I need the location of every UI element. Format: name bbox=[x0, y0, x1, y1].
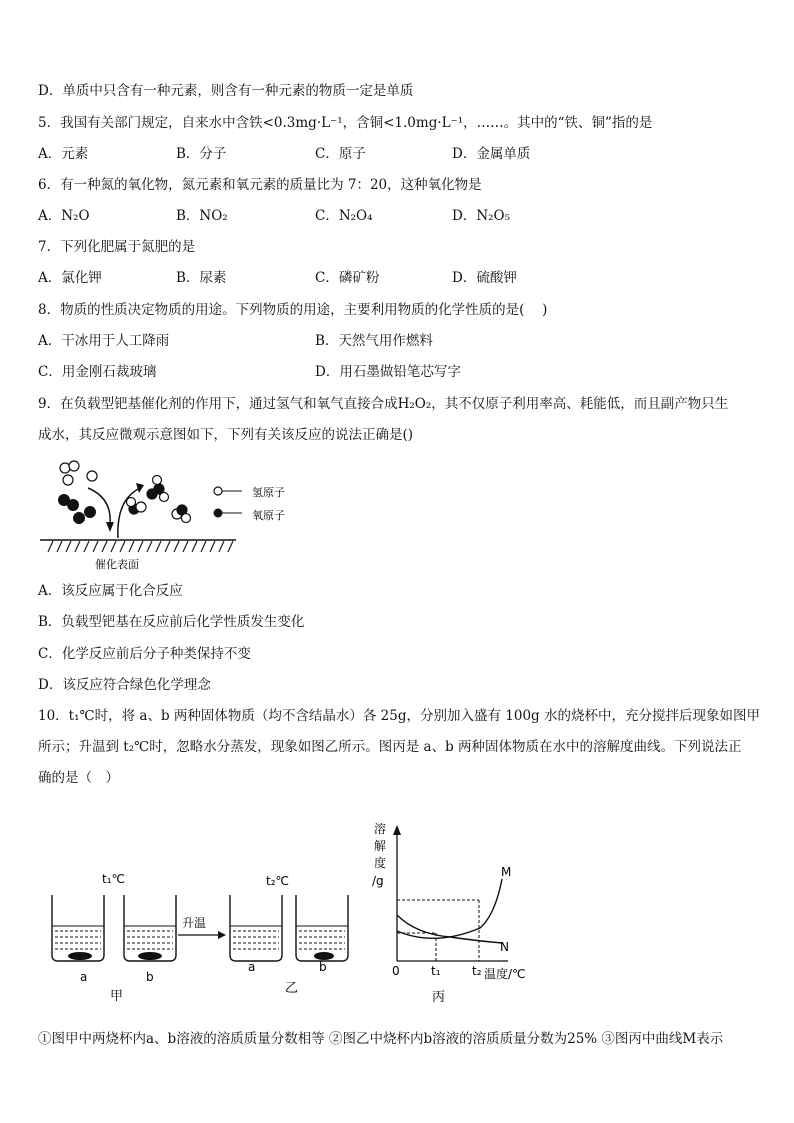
ylabel-char: 度 bbox=[374, 856, 387, 870]
q7-option-b: B．尿素 bbox=[176, 270, 227, 286]
hatch-line bbox=[111, 541, 116, 552]
q5-option-a: A．元素 bbox=[38, 146, 89, 162]
q8-option-a: A．干冰用于人工降雨 bbox=[38, 333, 170, 349]
q7-option-d: D．硫酸钾 bbox=[452, 270, 517, 286]
caption-jia: 甲 bbox=[110, 989, 124, 1004]
beaker-a-yi bbox=[230, 895, 282, 961]
h2o2-molecule bbox=[127, 498, 147, 515]
hatch-line bbox=[93, 541, 98, 552]
hatch-line bbox=[228, 541, 233, 552]
x-axis-label: 温度/℃ bbox=[484, 967, 526, 981]
beaker-a-label: a bbox=[248, 960, 256, 974]
arrow-down-icon bbox=[88, 488, 110, 524]
beaker-b-label: b bbox=[319, 960, 327, 974]
h2o2-molecule bbox=[147, 476, 169, 502]
q8-option-d: D．用石墨做铅笔芯写字 bbox=[315, 364, 461, 380]
hatch-line bbox=[192, 541, 197, 552]
q10-stem-line3: 确的是（ ） bbox=[38, 770, 119, 786]
hydrogen-molecule bbox=[63, 471, 97, 485]
q8-stem: 8．物质的性质决定物质的用途。下列物质的用途，主要利用物质的化学性质的是( ) bbox=[38, 302, 548, 318]
q10-stem-line1: 10．t₁℃时，将 a、b 两种固体物质（均不含结晶水）各 25g，分别加入盛有 100g 水的烧杯中，充分搅拌后现象如图甲 bbox=[38, 708, 760, 724]
caption-yi: 乙 bbox=[285, 981, 299, 996]
beaker-b-jia bbox=[124, 895, 176, 961]
beaker-b-label: b bbox=[146, 970, 154, 984]
q10-statements: ①图甲中两烧杯内a、b溶液的溶质质量分数相等 ②图乙中烧杯内b溶液的溶质质量分数为25% ③图丙中曲线M表示 bbox=[38, 1031, 724, 1047]
reaction-diagram bbox=[40, 460, 300, 575]
hatch-line bbox=[147, 541, 152, 552]
q5-option-c: C．原子 bbox=[315, 146, 366, 162]
q5-option-d: D．金属单质 bbox=[452, 146, 531, 162]
arrowhead-icon bbox=[218, 931, 226, 939]
hatch-line bbox=[129, 541, 134, 552]
curve-m-label: M bbox=[501, 865, 512, 879]
q9-option-b: B．负载型钯基在反应前后化学性质发生变化 bbox=[38, 614, 305, 630]
beaker-a-jia bbox=[52, 895, 104, 961]
q6-option-a: A．N₂O bbox=[38, 208, 90, 224]
legend-oxygen-label: 氧原子 bbox=[252, 509, 285, 522]
h2o-molecule bbox=[172, 505, 191, 523]
hatch-line bbox=[201, 541, 206, 552]
q9-stem-line2: 成水，其反应微观示意图如下，下列有关该反应的说法正确是() bbox=[38, 427, 414, 443]
heating-arrow-label: 升温 bbox=[182, 916, 207, 930]
q6-option-c: C．N₂O₄ bbox=[315, 208, 373, 224]
arrowhead-icon bbox=[136, 483, 144, 493]
q5-option-b: B．分子 bbox=[176, 146, 227, 162]
q9-option-a: A．该反应属于化合反应 bbox=[38, 583, 183, 599]
hatch-line bbox=[102, 541, 107, 552]
q6-option-d: D．N₂O₅ bbox=[452, 208, 511, 224]
q7-stem: 7．下列化肥属于氮肥的是 bbox=[38, 239, 196, 255]
hatch-line bbox=[84, 541, 89, 552]
hatch-line bbox=[174, 541, 179, 552]
q9-stem-line1: 9．在负载型钯基催化剂的作用下，通过氢气和氧气直接合成H₂O₂，其不仅原子利用率高、耗能低，而且副产物只生 bbox=[38, 396, 729, 412]
q7-option-c: C．磷矿粉 bbox=[315, 270, 380, 286]
oxygen-atom-legend-icon bbox=[214, 509, 223, 518]
x-origin-label: 0 bbox=[392, 964, 400, 978]
catalyst-surface-label: 催化表面 bbox=[95, 558, 139, 571]
q8-option-b: B．天然气用作燃料 bbox=[315, 333, 433, 349]
legend-hydrogen-label: 氢原子 bbox=[252, 486, 285, 499]
curve-n bbox=[397, 915, 502, 943]
q4-option-d: D．单质中只含有一种元素，则含有一种元素的物质一定是单质 bbox=[38, 83, 414, 99]
hatch-line bbox=[57, 541, 62, 552]
curve-m bbox=[397, 879, 502, 938]
q6-option-b: B．NO₂ bbox=[176, 208, 228, 224]
caption-bing: 丙 bbox=[432, 990, 446, 1005]
hatch-line bbox=[165, 541, 170, 552]
q7-option-a: A．氯化钾 bbox=[38, 270, 102, 286]
hatch-line bbox=[138, 541, 143, 552]
hatch-line bbox=[156, 541, 161, 552]
hydrogen-molecule bbox=[60, 461, 79, 473]
hydrogen-atom-legend-icon bbox=[214, 487, 222, 495]
q5-stem: 5．我国有关部门规定，自来水中含铁<0.3mg·L⁻¹，含铜<1.0mg·L⁻¹，……。其中的“铁、铜”指的是 bbox=[38, 115, 653, 131]
q9-option-c: C．化学反应前后分子种类保持不变 bbox=[38, 646, 251, 662]
hatch-line bbox=[48, 541, 53, 552]
surface-hatching bbox=[48, 541, 233, 552]
beaker-b-yi bbox=[296, 895, 348, 961]
ylabel-char: 解 bbox=[374, 839, 387, 853]
x-t1-label: t₁ bbox=[431, 964, 441, 978]
oxygen-molecule bbox=[59, 495, 79, 511]
beaker-a-label: a bbox=[80, 970, 88, 984]
hatch-line bbox=[210, 541, 215, 552]
hatch-line bbox=[75, 541, 80, 552]
solubility-chart bbox=[372, 821, 526, 1005]
hatch-line bbox=[219, 541, 224, 552]
q8-option-c: C．用金刚石裁玻璃 bbox=[38, 364, 157, 380]
q6-stem: 6．有一种氮的氧化物，氮元素和氧元素的质量比为 7：20，这种氧化物是 bbox=[38, 177, 482, 193]
ylabel-char: 溶 bbox=[374, 822, 387, 836]
hatch-line bbox=[120, 541, 125, 552]
t1-label: t₁℃ bbox=[102, 872, 125, 886]
x-t2-label: t₂ bbox=[472, 964, 482, 978]
q9-option-d: D．该反应符合绿色化学理念 bbox=[38, 677, 211, 693]
y-axis-arrow-icon bbox=[393, 825, 401, 835]
hatch-line bbox=[66, 541, 71, 552]
q10-stem-line2: 所示；升温到 t₂℃时，忽略水分蒸发，现象如图乙所示。图丙是 a、b 两种固体物质在水中的溶解度曲线。下列说法正 bbox=[38, 739, 742, 755]
q10-figure bbox=[40, 815, 540, 1010]
t2-label: t₂℃ bbox=[266, 874, 289, 888]
ylabel-char: /g bbox=[372, 874, 384, 888]
hatch-line bbox=[183, 541, 188, 552]
arrowhead-icon bbox=[106, 522, 114, 532]
curve-n-label: N bbox=[500, 940, 509, 954]
